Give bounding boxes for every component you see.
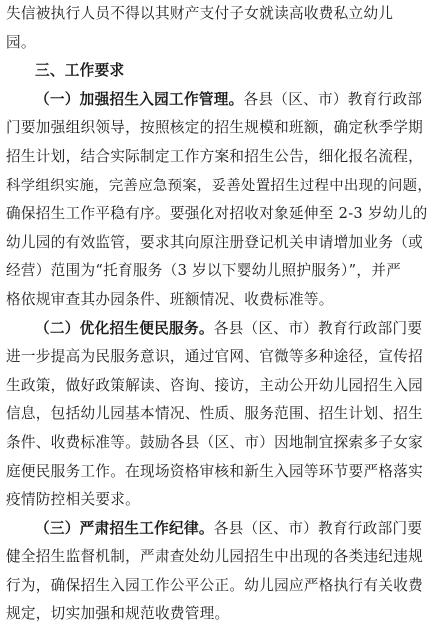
paragraph-line: 健全招生监督机制，严肃查处幼儿园招生中出现的各类违纪违规 bbox=[6, 548, 424, 566]
paragraph-line: 庭便民服务工作。在现场资格审核和新生入园等环节要严格落实 bbox=[6, 462, 424, 480]
paragraph-line: 进一步提高为民服务意识，通过官网、官微等多种途径，宣传招 bbox=[6, 348, 424, 366]
paragraph-line: 幼儿园的有效监管，要求其向原注册登记机关申请增加业务（或 bbox=[6, 233, 424, 251]
paragraph-line: 条件、收费标准等。鼓励各县（区、市）因地制宜探索多子女家 bbox=[6, 433, 424, 451]
paragraph-line: 格依规审查其办园条件、班额情况、收费标准等。 bbox=[6, 290, 334, 308]
paragraph-lead: （一）加强招生入园工作管理。 bbox=[35, 90, 244, 108]
paragraph-line: 失信被执行人员不得以其财产支付子女就读高收费私立幼儿 bbox=[6, 5, 394, 22]
paragraph-first-line bbox=[6, 515, 437, 544]
paragraph-first-line bbox=[6, 86, 437, 115]
paragraph-line: 规定，切实加强和规范收费管理。 bbox=[6, 605, 230, 623]
paragraph-line: 确保招生工作平稳有序。要强化对招收对象延伸至 2-3 岁幼儿的 bbox=[6, 205, 428, 223]
paragraph-line: 信息，包括幼儿园基本情况、性质、服务范围、招生计划、招生 bbox=[6, 405, 424, 423]
paragraph-first-line bbox=[6, 315, 437, 344]
paragraph-line: 园。 bbox=[6, 33, 36, 51]
paragraph-text: 各县（区、市）教育行政部 bbox=[243, 90, 423, 108]
paragraph-line: 疫情防控相关要求。 bbox=[6, 491, 141, 509]
paragraph-line: 经营）范围为“托育服务（3 岁以下婴幼儿照护服务）”，并严 bbox=[6, 262, 402, 280]
paragraph-line: 行为，确保招生入园工作公平公正。幼儿园应严格执行有关收费 bbox=[6, 576, 424, 594]
paragraph-line: 招生计划，结合实际制定工作方案和招生公告，细化报名流程， bbox=[6, 147, 424, 165]
paragraph-text: 各县（区、市）教育行政部门要 bbox=[213, 519, 423, 537]
paragraph-lead: （二）优化招生便民服务。 bbox=[35, 319, 214, 337]
section-heading: 三、工作要求 bbox=[35, 62, 125, 80]
paragraph-line: 生政策，做好政策解读、咨询、接访，主动公开幼儿园招生入园 bbox=[6, 376, 424, 394]
paragraph-text: 各县（区、市）教育行政部门要 bbox=[213, 319, 423, 337]
paragraph-line: 科学组织实施，完善应急预案，妥善处置招生过程中出现的问题， bbox=[6, 177, 433, 194]
paragraph-line: 门要加强组织领导，按照核定的招生规模和班额，确定秋季学期 bbox=[6, 119, 424, 137]
paragraph-lead: （三）严肃招生工作纪律。 bbox=[35, 519, 214, 537]
